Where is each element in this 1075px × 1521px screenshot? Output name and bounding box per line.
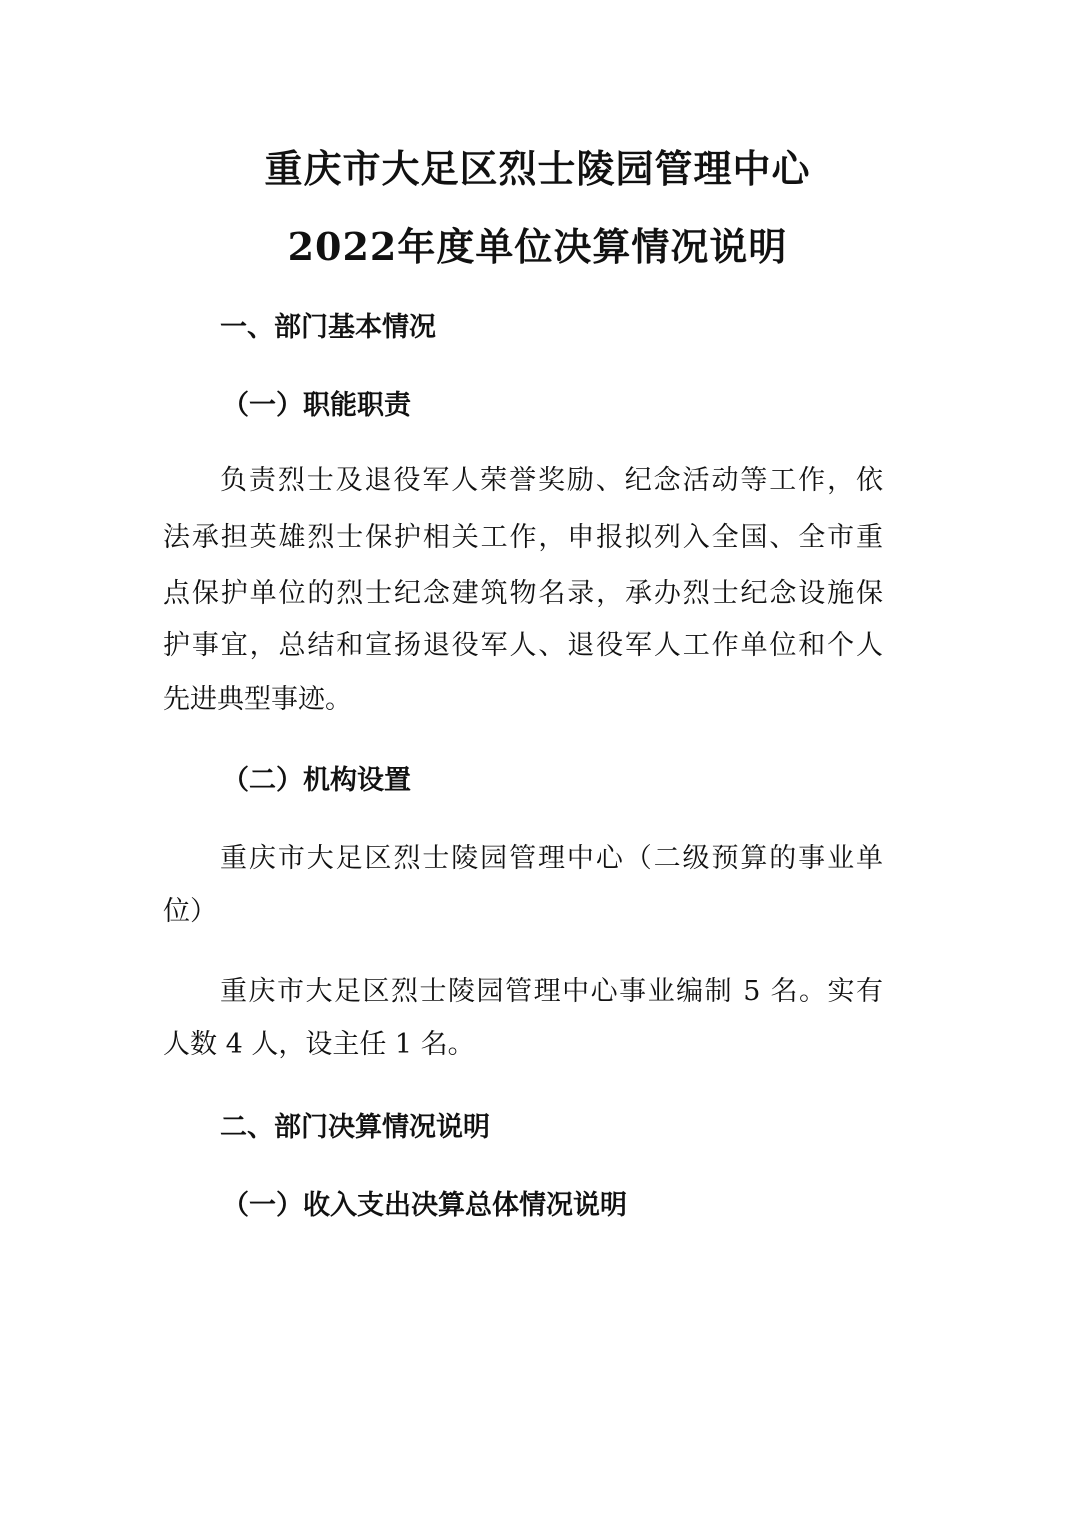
- duties-paragraph-line: 法承担英雄烈士保护相关工作，申报拟列入全国、全市重: [163, 522, 883, 553]
- duties-paragraph-line: 先进典型事迹。: [163, 684, 352, 715]
- staff-paragraph-line: 重庆市大足区烈士陵园管理中心事业编制 5 名。实有: [220, 976, 883, 1007]
- document-title-line1: 重庆市大足区烈士陵园管理中心: [264, 146, 811, 191]
- section1-sub1-heading: （一）职能职责: [222, 390, 411, 421]
- section1-sub2-heading: （二）机构设置: [222, 765, 411, 796]
- section2-heading: 二、部门决算情况说明: [220, 1112, 490, 1143]
- org-paragraph-line: 位）: [163, 896, 217, 927]
- duties-paragraph-line: 负责烈士及退役军人荣誉奖励、纪念活动等工作，依: [220, 465, 883, 496]
- duties-paragraph-line: 护事宜，总结和宣扬退役军人、退役军人工作单位和个人: [163, 630, 883, 661]
- staff-paragraph-line: 人数 4 人，设主任 1 名。: [163, 1029, 475, 1060]
- document-title-line2: 2022年度单位决算情况说明: [287, 224, 788, 269]
- section1-heading: 一、部门基本情况: [220, 312, 436, 343]
- section2-sub1-heading: （一）收入支出决算总体情况说明: [222, 1190, 627, 1221]
- duties-paragraph-line: 点保护单位的烈士纪念建筑物名录，承办烈士纪念设施保: [163, 578, 883, 609]
- org-paragraph-line: 重庆市大足区烈士陵园管理中心（二级预算的事业单: [220, 843, 883, 874]
